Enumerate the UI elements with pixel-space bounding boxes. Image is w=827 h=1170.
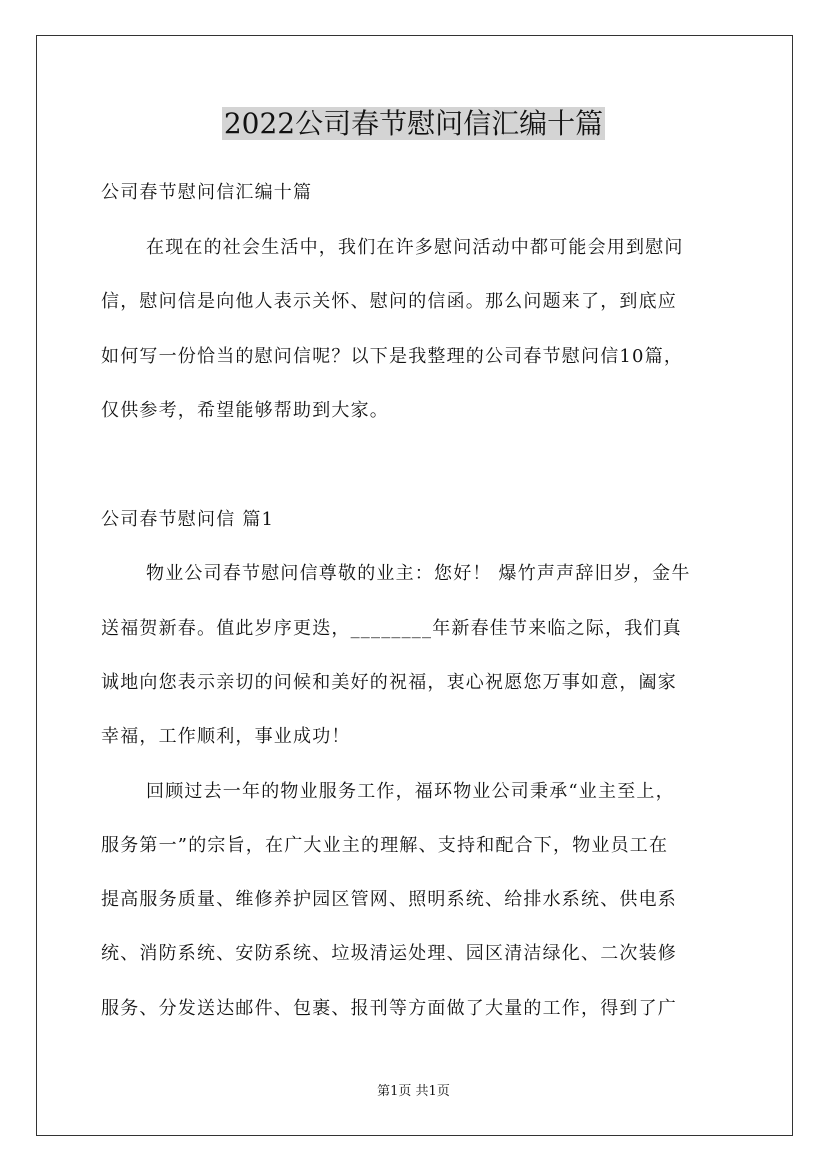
page-footer: 第1页 共1页 [377, 1084, 450, 1099]
para1-line-4: 幸福，工作顺利，事业成功！ [101, 726, 351, 747]
subtitle: 公司春节慰问信汇编十篇 [101, 182, 313, 203]
para1-line-1: 物业公司春节慰问信尊敬的业主：您好！ 爆竹声声辞旧岁，金牛 [146, 563, 691, 584]
intro-line-1: 在现在的社会生活中，我们在许多慰问活动中都可能会用到慰问 [146, 237, 684, 258]
document-title-text: 2022公司春节慰问信汇编十篇 [223, 107, 604, 140]
para2-line-3: 提高服务质量、维修养护园区管网、照明系统、给排水系统、供电系 [101, 889, 677, 910]
document-title [0, 104, 827, 144]
para1-line-3: 诚地向您表示亲切的问候和美好的祝福，衷心祝愿您万事如意，阖家 [101, 672, 677, 693]
para2-line-4: 统、消防系统、安防系统、垃圾清运处理、园区清洁绿化、二次装修 [101, 943, 677, 964]
para2-line-1: 回顾过去一年的物业服务工作，福环物业公司秉承“业主至上， [146, 781, 675, 802]
intro-line-3: 如何写一份恰当的慰问信呢？以下是我整理的公司春节慰问信10篇， [101, 346, 684, 367]
section-heading: 公司春节慰问信 篇1 [101, 509, 275, 530]
para2-line-2: 服务第一”的宗旨，在广大业主的理解、支持和配合下，物业员工在 [101, 835, 669, 856]
para1-line-2: 送福贺新春。值此岁序更迭，________年新春佳节来临之际，我们真 [101, 618, 682, 639]
intro-line-4: 仅供参考，希望能够帮助到大家。 [101, 400, 389, 421]
para2-line-5: 服务、分发送达邮件、包裹、报刊等方面做了大量的工作，得到了广 [101, 998, 677, 1019]
intro-line-2: 信，慰问信是向他人表示关怀、慰问的信函。那么问题来了，到底应 [101, 291, 677, 312]
